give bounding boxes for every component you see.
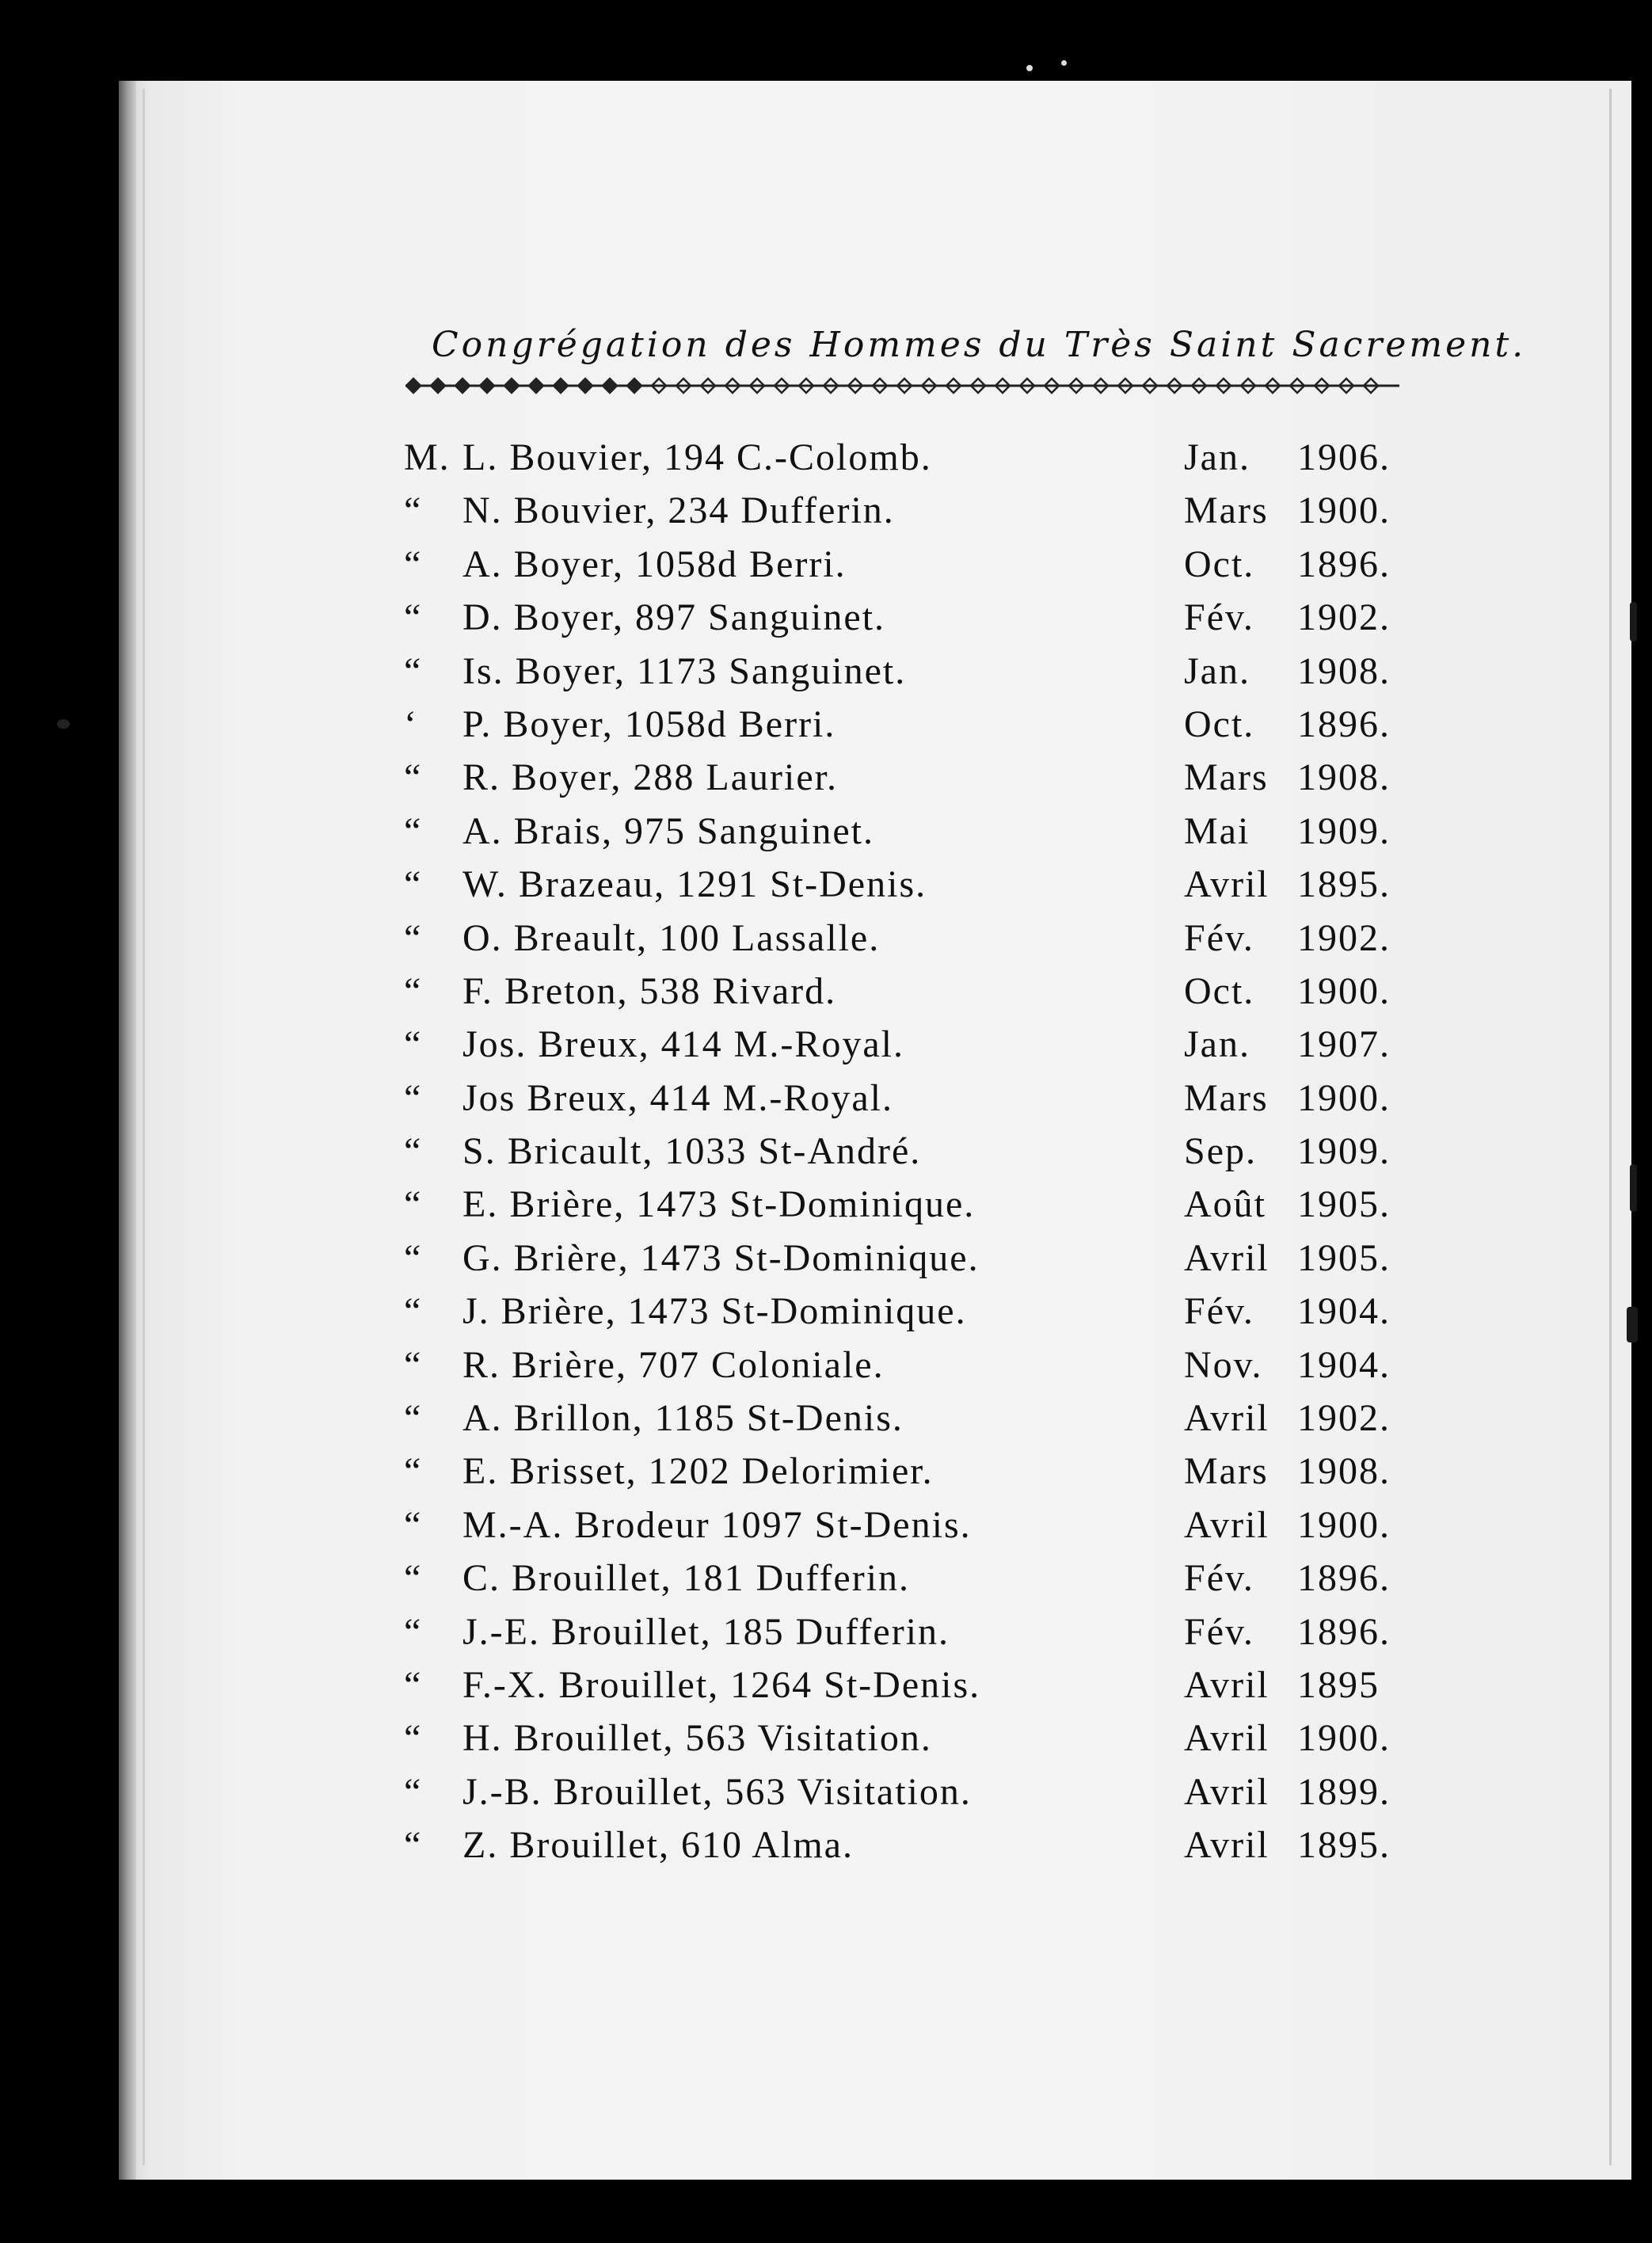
member-month: Avril — [1184, 1397, 1269, 1440]
member-name: Jos. Breux, 414 M.-Royal. — [462, 1023, 904, 1066]
member-name: A. Boyer, 1058d Berri. — [462, 543, 847, 585]
member-name: E. Brisset, 1202 Delorimier. — [462, 1450, 934, 1493]
page-title: Congrégation des Hommes du Très Saint Sacrement. — [432, 325, 1527, 365]
member-year: 1895. — [1297, 1824, 1391, 1867]
member-row — [404, 543, 1410, 596]
member-year: 1902. — [1297, 1397, 1391, 1440]
member-year: 1895 — [1297, 1663, 1380, 1706]
member-year: 1900. — [1297, 969, 1391, 1012]
member-month: Oct. — [1184, 703, 1255, 745]
margin-speck — [57, 719, 70, 729]
member-month: Mai — [1184, 809, 1250, 852]
member-prefix: “ — [404, 1397, 423, 1440]
member-prefix: “ — [404, 1824, 423, 1867]
member-row — [404, 1610, 1410, 1663]
ornament-diamond — [554, 379, 568, 393]
member-row — [404, 1289, 1410, 1342]
member-prefix: M. — [404, 436, 451, 478]
member-year: 1905. — [1297, 1183, 1391, 1226]
member-month: Fév. — [1184, 1557, 1254, 1600]
member-row — [404, 916, 1410, 969]
ornament-diamond — [431, 379, 445, 393]
member-year: 1908. — [1297, 1450, 1391, 1493]
member-year: 1896. — [1297, 1557, 1391, 1600]
member-prefix: “ — [404, 1503, 423, 1546]
member-month: Fév. — [1184, 1610, 1254, 1653]
member-row — [404, 596, 1410, 649]
member-prefix: “ — [404, 1343, 423, 1386]
member-prefix: “ — [404, 489, 423, 532]
member-row — [404, 863, 1410, 916]
member-year: 1907. — [1297, 1023, 1391, 1066]
member-row — [404, 1396, 1410, 1449]
member-row — [404, 1236, 1410, 1289]
member-month: Avril — [1184, 1824, 1269, 1867]
page-gutter-shadow — [119, 81, 136, 2180]
member-year: 1900. — [1297, 1076, 1391, 1119]
member-prefix: “ — [404, 1076, 423, 1119]
member-row — [404, 969, 1410, 1022]
member-year: 1896. — [1297, 703, 1391, 745]
member-row — [404, 436, 1410, 489]
member-month: Mars — [1184, 489, 1269, 532]
member-year: 1906. — [1297, 436, 1391, 478]
member-name: J. Brière, 1473 St-Dominique. — [462, 1290, 967, 1333]
member-year: 1902. — [1297, 916, 1391, 959]
member-row — [404, 1449, 1410, 1502]
member-month: Avril — [1184, 863, 1269, 906]
member-row — [404, 756, 1410, 809]
member-list — [404, 436, 1410, 1877]
member-prefix: “ — [404, 543, 423, 585]
member-name: R. Boyer, 288 Laurier. — [462, 756, 838, 799]
member-year: 1909. — [1297, 809, 1391, 852]
member-name: L. Bouvier, 194 C.-Colomb. — [462, 436, 932, 478]
member-month: Fév. — [1184, 596, 1254, 639]
member-month: Oct. — [1184, 543, 1255, 585]
member-prefix: “ — [404, 596, 423, 639]
ornament-diamond — [406, 379, 421, 393]
member-row — [404, 1716, 1410, 1769]
member-year: 1895. — [1297, 863, 1391, 906]
member-row — [404, 1343, 1410, 1396]
member-year: 1904. — [1297, 1290, 1391, 1333]
margin-speck — [1026, 65, 1033, 71]
member-name: J.-B. Brouillet, 563 Visitation. — [462, 1770, 972, 1813]
member-name: F. Breton, 538 Rivard. — [462, 969, 837, 1012]
member-prefix: “ — [404, 649, 423, 692]
edge-mark — [1630, 602, 1637, 642]
ornament-diamond — [455, 379, 470, 393]
member-month: Avril — [1184, 1236, 1269, 1279]
member-prefix: “ — [404, 1290, 423, 1333]
member-prefix: “ — [404, 916, 423, 959]
member-name: D. Boyer, 897 Sanguinet. — [462, 596, 886, 639]
member-prefix: ‘ — [404, 703, 418, 745]
member-name: F.-X. Brouillet, 1264 St-Denis. — [462, 1663, 981, 1706]
member-name: J.-E. Brouillet, 185 Dufferin. — [462, 1610, 950, 1653]
member-prefix: “ — [404, 1557, 423, 1600]
member-year: 1909. — [1297, 1130, 1391, 1173]
member-month: Mars — [1184, 1076, 1269, 1119]
ornament-diamond — [480, 379, 494, 393]
member-prefix: “ — [404, 1236, 423, 1279]
member-prefix: “ — [404, 809, 423, 852]
member-month: Jan. — [1184, 1023, 1250, 1066]
member-month: Sep. — [1184, 1130, 1257, 1173]
member-year: 1896. — [1297, 1610, 1391, 1653]
member-month: Avril — [1184, 1503, 1269, 1546]
member-month: Fév. — [1184, 1290, 1254, 1333]
ornament-diamond — [603, 379, 617, 393]
member-prefix: “ — [404, 756, 423, 799]
member-name: W. Brazeau, 1291 St-Denis. — [462, 863, 927, 906]
member-year: 1905. — [1297, 1236, 1391, 1279]
member-row — [404, 1770, 1410, 1823]
member-month: Fév. — [1184, 916, 1254, 959]
member-year: 1908. — [1297, 649, 1391, 692]
member-year: 1896. — [1297, 543, 1391, 585]
member-row — [404, 809, 1410, 863]
member-row — [404, 1556, 1410, 1609]
member-month: Mars — [1184, 756, 1269, 799]
member-prefix: “ — [404, 863, 423, 906]
member-month: Avril — [1184, 1663, 1269, 1706]
member-name: A. Brais, 975 Sanguinet. — [462, 809, 874, 852]
member-year: 1902. — [1297, 596, 1391, 639]
member-prefix: “ — [404, 1450, 423, 1493]
member-prefix: “ — [404, 1717, 423, 1760]
member-name: N. Bouvier, 234 Dufferin. — [462, 489, 895, 532]
member-month: Avril — [1184, 1770, 1269, 1813]
member-name: E. Brière, 1473 St-Dominique. — [462, 1183, 976, 1226]
member-row — [404, 1129, 1410, 1182]
ornamental-rule — [405, 374, 1399, 398]
member-row — [404, 703, 1410, 756]
member-name: R. Brière, 707 Coloniale. — [462, 1343, 885, 1386]
member-month: Jan. — [1184, 649, 1250, 692]
member-prefix: “ — [404, 969, 423, 1012]
member-prefix: “ — [404, 1610, 423, 1653]
member-year: 1908. — [1297, 756, 1391, 799]
member-name: G. Brière, 1473 St-Dominique. — [462, 1236, 980, 1279]
ornament-diamond — [504, 379, 519, 393]
member-month: Avril — [1184, 1717, 1269, 1760]
member-month: Nov. — [1184, 1343, 1263, 1386]
member-name: Is. Boyer, 1173 Sanguinet. — [462, 649, 907, 692]
member-prefix: “ — [404, 1130, 423, 1173]
member-name: O. Breault, 100 Lassalle. — [462, 916, 881, 959]
member-name: P. Boyer, 1058d Berri. — [462, 703, 836, 745]
member-name: Jos Breux, 414 M.-Royal. — [462, 1076, 893, 1119]
member-name: A. Brillon, 1185 St-Denis. — [462, 1397, 904, 1440]
member-prefix: “ — [404, 1663, 423, 1706]
member-name: C. Brouillet, 181 Dufferin. — [462, 1557, 911, 1600]
member-year: 1899. — [1297, 1770, 1391, 1813]
member-year: 1900. — [1297, 1503, 1391, 1546]
member-row — [404, 1503, 1410, 1556]
member-year: 1904. — [1297, 1343, 1391, 1386]
member-name: M.-A. Brodeur 1097 St-Denis. — [462, 1503, 972, 1546]
member-month: Août — [1184, 1183, 1266, 1226]
member-month: Jan. — [1184, 436, 1250, 478]
margin-speck — [1061, 60, 1067, 66]
member-row — [404, 1022, 1410, 1076]
member-prefix: “ — [404, 1183, 423, 1226]
edge-mark — [1630, 1164, 1637, 1212]
member-row — [404, 1182, 1410, 1236]
member-name: S. Bricault, 1033 St-André. — [462, 1130, 922, 1173]
member-row — [404, 1663, 1410, 1716]
member-row — [404, 1076, 1410, 1129]
ornament-diamond — [627, 379, 641, 393]
member-row — [404, 1823, 1410, 1876]
member-row — [404, 489, 1410, 542]
member-prefix: “ — [404, 1770, 423, 1813]
ornament-diamond — [578, 379, 592, 393]
member-month: Mars — [1184, 1450, 1269, 1493]
member-year: 1900. — [1297, 489, 1391, 532]
member-name: Z. Brouillet, 610 Alma. — [462, 1824, 854, 1867]
member-year: 1900. — [1297, 1717, 1391, 1760]
member-row — [404, 649, 1410, 703]
member-month: Oct. — [1184, 969, 1255, 1012]
ornament-diamond — [529, 379, 543, 393]
member-prefix: “ — [404, 1023, 423, 1066]
member-name: H. Brouillet, 563 Visitation. — [462, 1717, 932, 1760]
edge-mark — [1627, 1307, 1638, 1342]
